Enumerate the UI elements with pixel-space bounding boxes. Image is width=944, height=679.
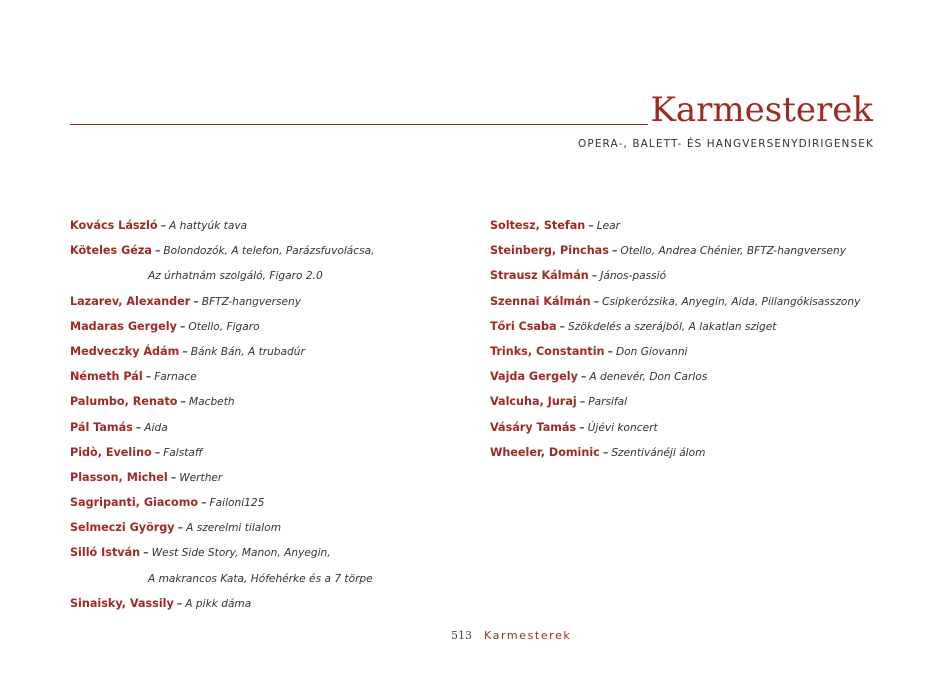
conductor-works: Bolondozók, A telefon, Parázsfuvolácsa, bbox=[163, 245, 375, 258]
running-title: Karmesterek bbox=[484, 629, 572, 642]
conductor-entry bbox=[70, 438, 470, 463]
conductor-works: Macbeth bbox=[189, 396, 235, 409]
conductor-works: A pikk dáma bbox=[185, 597, 252, 610]
conductor-works: Farnace bbox=[154, 371, 197, 384]
conductor-works: Parsifal bbox=[588, 396, 628, 409]
conductor-name: Silló István bbox=[70, 546, 141, 560]
conductor-entry bbox=[490, 413, 890, 438]
conductor-name: Strausz Kálmán bbox=[490, 269, 589, 283]
separator-dash: – bbox=[135, 420, 142, 434]
conductor-name: Selmeczi György bbox=[70, 521, 175, 535]
separator-dash: – bbox=[580, 370, 587, 384]
page-footer bbox=[451, 629, 571, 642]
conductor-entry bbox=[490, 438, 890, 463]
conductor-name: Palumbo, Renato bbox=[70, 395, 178, 409]
conductor-works: Aida bbox=[144, 421, 168, 434]
conductor-entry bbox=[490, 261, 890, 286]
conductor-works: A hattyúk tava bbox=[169, 220, 248, 232]
separator-dash: – bbox=[607, 344, 613, 358]
separator-dash: – bbox=[201, 496, 207, 510]
conductor-name: Pidò, Evelino bbox=[70, 445, 152, 459]
conductor-entry bbox=[490, 312, 890, 337]
conductor-works: Don Giovanni bbox=[616, 345, 688, 358]
conductor-list-left bbox=[70, 211, 470, 614]
conductor-works: Csipkerózsika, Anyegin, Aida, Pillangókisasszony bbox=[602, 295, 861, 308]
conductor-name: Plasson, Michel bbox=[70, 470, 168, 484]
conductor-entry-continuation bbox=[70, 564, 470, 589]
conductor-entry bbox=[70, 236, 470, 261]
separator-dash: – bbox=[579, 395, 586, 409]
conductor-entry bbox=[70, 413, 470, 438]
conductor-name: Pál Tamás bbox=[70, 420, 133, 434]
page-title: Karmesterek bbox=[650, 90, 873, 130]
conductor-entry bbox=[70, 312, 470, 337]
conductor-entry bbox=[490, 236, 890, 261]
conductor-name: Madaras Gergely bbox=[70, 319, 177, 333]
conductor-entry bbox=[70, 387, 470, 412]
separator-dash: – bbox=[579, 420, 585, 434]
conductor-name: Valcuha, Juraj bbox=[490, 395, 577, 409]
separator-dash: – bbox=[170, 470, 177, 484]
page-subtitle: OPERA-, BALETT- ÉS HANGVERSENYDIRIGENSEK bbox=[578, 138, 874, 150]
conductor-entry bbox=[490, 387, 890, 412]
separator-dash: – bbox=[177, 521, 184, 535]
conductor-name: Vásáry Tamás bbox=[490, 420, 577, 434]
conductor-name: Soltesz, Stefan bbox=[490, 219, 586, 232]
conductor-entry bbox=[70, 362, 470, 387]
separator-dash: – bbox=[602, 445, 609, 459]
conductor-works: János-passió bbox=[600, 270, 667, 283]
separator-dash: – bbox=[176, 596, 183, 610]
conductor-works: Otello, Figaro bbox=[188, 320, 260, 333]
conductor-name: Steinberg, Pinchas bbox=[490, 244, 609, 258]
conductor-name: Tőri Csaba bbox=[490, 319, 557, 333]
separator-dash: – bbox=[154, 244, 161, 258]
conductor-name: Szennai Kálmán bbox=[490, 294, 591, 308]
conductor-entry bbox=[490, 362, 890, 387]
title-rule bbox=[70, 124, 648, 125]
conductor-name: Németh Pál bbox=[70, 370, 143, 384]
conductor-name: Lazarev, Alexander bbox=[70, 294, 191, 308]
conductor-works: Werther bbox=[179, 471, 223, 484]
conductor-entry bbox=[70, 463, 470, 488]
separator-dash: – bbox=[611, 244, 618, 258]
conductor-entry bbox=[490, 211, 890, 236]
conductor-entry bbox=[70, 538, 470, 563]
conductor-entry bbox=[70, 589, 470, 614]
conductor-name: Köteles Géza bbox=[70, 244, 152, 258]
separator-dash: – bbox=[591, 269, 598, 283]
separator-dash: – bbox=[193, 294, 199, 308]
conductor-works: Szökdelés a szerájból, A lakatlan sziget bbox=[568, 320, 777, 333]
conductor-name: Kovács László bbox=[70, 219, 158, 232]
separator-dash: – bbox=[179, 319, 186, 333]
separator-dash: – bbox=[182, 344, 188, 358]
conductor-works: A makrancos Kata, Hófehérke és a 7 törpe bbox=[148, 572, 373, 585]
conductor-works: BFTZ-hangverseny bbox=[201, 295, 301, 308]
separator-dash: – bbox=[154, 445, 161, 459]
conductor-works: Lear bbox=[596, 220, 620, 232]
conductor-entry bbox=[70, 513, 470, 538]
conductor-name: Vajda Gergely bbox=[490, 370, 578, 384]
separator-dash: – bbox=[145, 370, 152, 384]
conductor-works: Szentivánéji álom bbox=[611, 446, 706, 459]
conductor-name: Trinks, Constantin bbox=[490, 344, 605, 358]
conductor-name: Sagripanti, Giacomo bbox=[70, 496, 199, 510]
conductor-name: Sinaisky, Vassily bbox=[70, 596, 174, 610]
conductor-works: Falstaff bbox=[163, 446, 203, 459]
conductor-works: A szerelmi tilalom bbox=[186, 522, 282, 535]
separator-dash: – bbox=[588, 219, 594, 232]
conductor-name: Medveczky Ádám bbox=[70, 344, 180, 358]
conductor-works: West Side Story, Manon, Anyegin, bbox=[151, 547, 331, 560]
conductor-works: A denevér, Don Carlos bbox=[589, 371, 708, 384]
conductor-name: Wheeler, Dominic bbox=[490, 445, 600, 459]
conductor-works: Failoni125 bbox=[209, 497, 265, 510]
conductor-works: Az úrhatnám szolgáló, Figaro 2.0 bbox=[148, 270, 323, 283]
conductor-entry bbox=[70, 488, 470, 513]
separator-dash: – bbox=[160, 219, 167, 232]
separator-dash: – bbox=[559, 319, 566, 333]
conductor-works: Újévi koncert bbox=[587, 421, 658, 434]
page-number: 513 bbox=[451, 629, 472, 642]
conductor-entry-continuation bbox=[70, 261, 470, 286]
separator-dash: – bbox=[180, 395, 186, 409]
conductor-entry bbox=[490, 287, 890, 312]
conductor-entry bbox=[490, 337, 890, 362]
conductor-entry bbox=[70, 287, 470, 312]
conductor-entry bbox=[70, 211, 470, 236]
conductor-works: Bánk Bán, A trubadúr bbox=[190, 345, 305, 358]
separator-dash: – bbox=[593, 294, 600, 308]
conductor-list-right bbox=[490, 211, 890, 463]
separator-dash: – bbox=[143, 546, 149, 560]
conductor-works: Otello, Andrea Chénier, BFTZ-hangverseny bbox=[620, 245, 847, 258]
conductor-entry bbox=[70, 337, 470, 362]
